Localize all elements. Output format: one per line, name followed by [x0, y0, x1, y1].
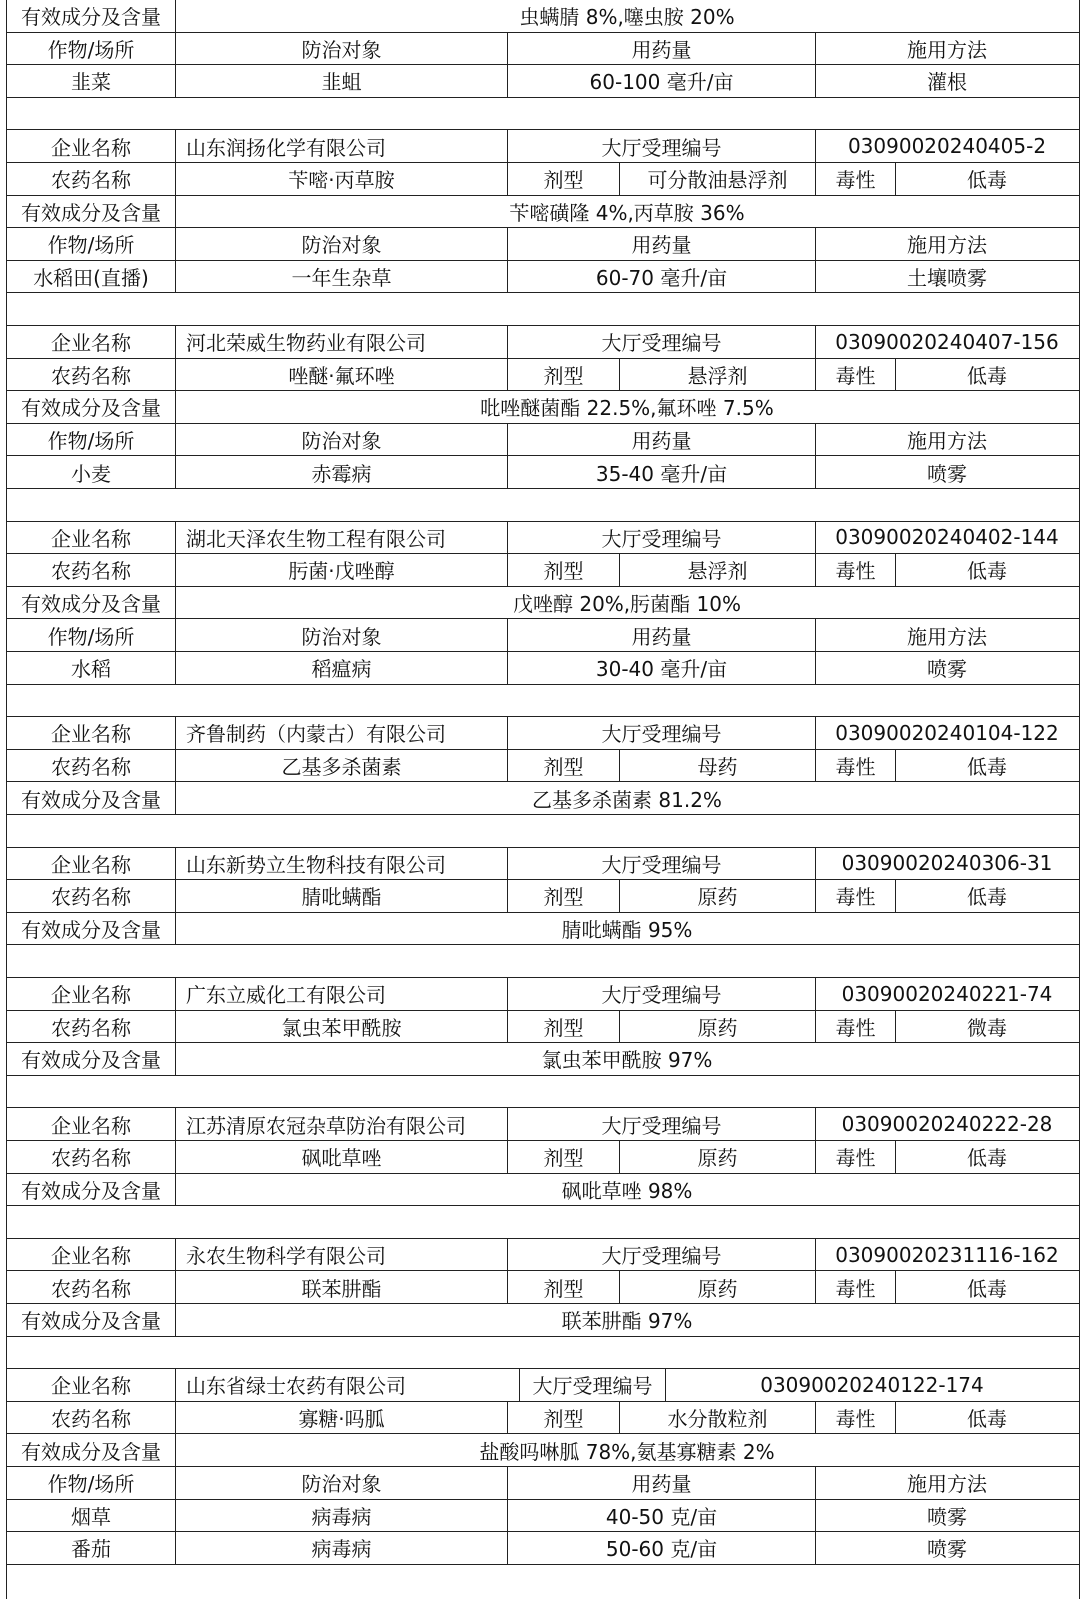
- ingredient-row: [7, 391, 1079, 424]
- target-header: 防治对象: [175, 33, 507, 65]
- crop-header: 作物/场所: [47, 233, 135, 258]
- crop-header: 作物/场所: [47, 624, 135, 649]
- company-row: [7, 1369, 1079, 1402]
- formulation-label: 剂型: [507, 359, 619, 391]
- method-cell: 土壤喷雾: [815, 261, 1078, 293]
- dosage-cell: 60-100 毫升/亩: [507, 65, 815, 97]
- method-cell: 喷雾: [815, 1500, 1078, 1532]
- receipt-number: 03090020240407-156: [815, 326, 1078, 358]
- company-label: 企业名称: [51, 331, 131, 356]
- company-row: [7, 1239, 1079, 1272]
- pesticide-name: 寡糖·吗胍: [175, 1402, 507, 1434]
- dosage-cell: 30-40 毫升/亩: [507, 652, 815, 684]
- receipt-label: 大厅受理编号: [507, 978, 815, 1010]
- target-header: 防治对象: [175, 619, 507, 651]
- ingredient-value: 联苯肼酯 97%: [175, 1304, 1078, 1336]
- method-header: 施用方法: [815, 33, 1078, 65]
- toxicity-value: 低毒: [895, 1271, 1078, 1303]
- uses-header-row: [7, 228, 1079, 261]
- formulation-label: 剂型: [507, 554, 619, 586]
- ingredient-row: [7, 782, 1079, 815]
- crop-cell: 韭菜: [71, 70, 111, 95]
- receipt-number: 03090020231116-162: [815, 1239, 1078, 1271]
- method-header: 施用方法: [815, 619, 1078, 651]
- ingredient-value: 腈吡螨酯 95%: [175, 913, 1078, 945]
- target-cell: 赤霉病: [175, 456, 507, 488]
- pesticide-name: 乙基多杀菌素: [175, 750, 507, 782]
- toxicity-label: 毒性: [815, 163, 895, 195]
- receipt-label: 大厅受理编号: [507, 522, 815, 554]
- crop-header: 作物/场所: [47, 1472, 135, 1497]
- ingredient-value: 乙基多杀菌素 81.2%: [175, 782, 1078, 814]
- company-label: 企业名称: [51, 1244, 131, 1269]
- receipt-number: 03090020240306-31: [815, 848, 1078, 880]
- dosage-header: 用药量: [507, 424, 815, 456]
- ingredient-row: [7, 587, 1079, 620]
- pesticide-label: 农药名称: [51, 363, 131, 388]
- ingredient-row: [7, 1174, 1079, 1207]
- receipt-label: 大厅受理编号: [507, 848, 815, 880]
- ingredient-value: 戊唑醇 20%,肟菌酯 10%: [175, 587, 1078, 619]
- ingredient-row: [7, 196, 1079, 229]
- company-name: 广东立威化工有限公司: [175, 978, 507, 1010]
- toxicity-label: 毒性: [815, 554, 895, 586]
- toxicity-value: 低毒: [895, 1141, 1078, 1173]
- pesticide-name: 唑醚·氟环唑: [175, 359, 507, 391]
- uses-header-row: [7, 1467, 1079, 1500]
- formulation-label: 剂型: [507, 1141, 619, 1173]
- dosage-cell: 40-50 克/亩: [507, 1500, 815, 1532]
- company-label: 企业名称: [51, 722, 131, 747]
- ingredient-value: 苄嘧磺隆 4%,丙草胺 36%: [175, 196, 1078, 228]
- formulation-label: 剂型: [507, 880, 619, 912]
- dosage-header: 用药量: [507, 228, 815, 260]
- ingredient-label: 有效成分及含量: [21, 592, 161, 617]
- toxicity-value: 低毒: [895, 750, 1078, 782]
- pesticide-name: 肟菌·戊唑醇: [175, 554, 507, 586]
- registration-table: [6, 0, 1080, 1599]
- company-name: 齐鲁制药（内蒙古）有限公司: [175, 717, 507, 749]
- toxicity-label: 毒性: [815, 1011, 895, 1043]
- method-cell: 喷雾: [815, 456, 1078, 488]
- separator-row: [7, 1337, 1079, 1370]
- pesticide-label: 农药名称: [51, 1146, 131, 1171]
- company-row: [7, 522, 1079, 555]
- pesticide-label: 农药名称: [51, 559, 131, 584]
- formulation-label: 剂型: [507, 1402, 619, 1434]
- ingredient-value: 吡唑醚菌酯 22.5%,氟环唑 7.5%: [175, 391, 1078, 423]
- company-row: [7, 1108, 1079, 1141]
- ingredient-row: [7, 1434, 1079, 1467]
- ingredient-label: 有效成分及含量: [21, 918, 161, 943]
- pesticide-row: [7, 1141, 1079, 1174]
- receipt-label: 大厅受理编号: [507, 1108, 815, 1140]
- separator-row: [7, 98, 1079, 131]
- company-name: 河北荣威生物药业有限公司: [175, 326, 507, 358]
- formulation-value: 原药: [619, 1141, 815, 1173]
- target-cell: 一年生杂草: [175, 261, 507, 293]
- pesticide-row: [7, 750, 1079, 783]
- company-label: 企业名称: [51, 1113, 131, 1138]
- toxicity-value: 低毒: [895, 163, 1078, 195]
- uses-header-row: [7, 33, 1079, 66]
- pesticide-row: [7, 359, 1079, 392]
- receipt-number: 03090020240222-28: [815, 1108, 1078, 1140]
- crop-cell: 水稻: [71, 657, 111, 682]
- target-cell: 韭蛆: [175, 65, 507, 97]
- company-name: 山东新势立生物科技有限公司: [175, 848, 507, 880]
- crop-header: 作物/场所: [47, 37, 135, 62]
- method-cell: 喷雾: [815, 1532, 1078, 1564]
- method-cell: 灌根: [815, 65, 1078, 97]
- method-header: 施用方法: [815, 424, 1078, 456]
- pesticide-label: 农药名称: [51, 755, 131, 780]
- dosage-cell: 60-70 毫升/亩: [507, 261, 815, 293]
- formulation-value: 原药: [619, 880, 815, 912]
- company-row: [7, 717, 1079, 750]
- receipt-number: 03090020240221-74: [815, 978, 1078, 1010]
- pesticide-row: [7, 1402, 1079, 1435]
- toxicity-value: 低毒: [895, 359, 1078, 391]
- ingredient-label: 有效成分及含量: [21, 1309, 161, 1334]
- ingredient-row: [7, 913, 1079, 946]
- company-name: 湖北天泽农生物工程有限公司: [175, 522, 507, 554]
- toxicity-label: 毒性: [815, 750, 895, 782]
- company-name: 永农生物科学有限公司: [175, 1239, 507, 1271]
- use-row: [7, 652, 1079, 685]
- use-row: [7, 456, 1079, 489]
- dosage-cell: 35-40 毫升/亩: [507, 456, 815, 488]
- ingredient-row: [7, 0, 1079, 33]
- receipt-number: 03090020240405-2: [815, 130, 1078, 162]
- formulation-label: 剂型: [507, 750, 619, 782]
- formulation-value: 母药: [619, 750, 815, 782]
- pesticide-row: [7, 1271, 1079, 1304]
- ingredient-value: 砜吡草唑 98%: [175, 1174, 1078, 1206]
- pesticide-name: 腈吡螨酯: [175, 880, 507, 912]
- ingredient-label: 有效成分及含量: [21, 1178, 161, 1203]
- crop-cell: 小麦: [71, 461, 111, 486]
- company-label: 企业名称: [51, 852, 131, 877]
- ingredient-label: 有效成分及含量: [21, 1439, 161, 1464]
- ingredient-label: 有效成分及含量: [21, 1048, 161, 1073]
- company-label: 企业名称: [51, 526, 131, 551]
- ingredient-label: 有效成分及含量: [21, 5, 161, 30]
- receipt-number: 03090020240104-122: [815, 717, 1078, 749]
- toxicity-label: 毒性: [815, 1271, 895, 1303]
- formulation-label: 剂型: [507, 1011, 619, 1043]
- company-label: 企业名称: [51, 1374, 131, 1399]
- pesticide-label: 农药名称: [51, 1407, 131, 1432]
- uses-header-row: [7, 424, 1079, 457]
- toxicity-label: 毒性: [815, 359, 895, 391]
- ingredient-value: 虫螨腈 8%,噻虫胺 20%: [175, 0, 1078, 32]
- dosage-header: 用药量: [507, 33, 815, 65]
- formulation-value: 原药: [619, 1271, 815, 1303]
- toxicity-value: 低毒: [895, 880, 1078, 912]
- crop-cell: 水稻田(直播): [33, 266, 149, 291]
- receipt-number: 03090020240402-144: [815, 522, 1078, 554]
- crop-header: 作物/场所: [47, 429, 135, 454]
- target-cell: 病毒病: [175, 1532, 507, 1564]
- receipt-label: 大厅受理编号: [519, 1369, 665, 1401]
- toxicity-value: 低毒: [895, 1402, 1078, 1434]
- ingredient-label: 有效成分及含量: [21, 200, 161, 225]
- pesticide-label: 农药名称: [51, 885, 131, 910]
- dosage-header: 用药量: [507, 619, 815, 651]
- company-label: 企业名称: [51, 135, 131, 160]
- toxicity-value: 微毒: [895, 1011, 1078, 1043]
- crop-cell: 烟草: [71, 1504, 111, 1529]
- formulation-value: 悬浮剂: [619, 359, 815, 391]
- ingredient-label: 有效成分及含量: [21, 787, 161, 812]
- ingredient-row: [7, 1043, 1079, 1076]
- formulation-label: 剂型: [507, 163, 619, 195]
- toxicity-label: 毒性: [815, 1141, 895, 1173]
- crop-cell: 番茄: [71, 1537, 111, 1562]
- company-name: 江苏清原农冠杂草防治有限公司: [175, 1108, 507, 1140]
- separator-row: [7, 489, 1079, 522]
- pesticide-row: [7, 880, 1079, 913]
- use-row: [7, 1500, 1079, 1533]
- company-name: 山东省绿士农药有限公司: [175, 1369, 519, 1401]
- pesticide-label: 农药名称: [51, 1015, 131, 1040]
- pesticide-name: 联苯肼酯: [175, 1271, 507, 1303]
- toxicity-value: 低毒: [895, 554, 1078, 586]
- target-header: 防治对象: [175, 424, 507, 456]
- pesticide-name: 砜吡草唑: [175, 1141, 507, 1173]
- separator-row: [7, 1206, 1079, 1239]
- use-row: [7, 65, 1079, 98]
- dosage-header: 用药量: [507, 1467, 815, 1499]
- target-header: 防治对象: [175, 1467, 507, 1499]
- company-row: [7, 326, 1079, 359]
- formulation-value: 水分散粒剂: [619, 1402, 815, 1434]
- pesticide-row: [7, 554, 1079, 587]
- target-header: 防治对象: [175, 228, 507, 260]
- separator-row: [7, 293, 1079, 326]
- toxicity-label: 毒性: [815, 880, 895, 912]
- formulation-value: 悬浮剂: [619, 554, 815, 586]
- formulation-label: 剂型: [507, 1271, 619, 1303]
- separator-row: [7, 1076, 1079, 1109]
- method-header: 施用方法: [815, 228, 1078, 260]
- receipt-label: 大厅受理编号: [507, 326, 815, 358]
- receipt-label: 大厅受理编号: [507, 130, 815, 162]
- company-row: [7, 130, 1079, 163]
- pesticide-label: 农药名称: [51, 168, 131, 193]
- target-cell: 病毒病: [175, 1500, 507, 1532]
- receipt-label: 大厅受理编号: [507, 717, 815, 749]
- method-cell: 喷雾: [815, 652, 1078, 684]
- company-row: [7, 848, 1079, 881]
- pesticide-name: 氯虫苯甲酰胺: [175, 1011, 507, 1043]
- receipt-label: 大厅受理编号: [507, 1239, 815, 1271]
- method-header: 施用方法: [815, 1467, 1078, 1499]
- ingredient-value: 氯虫苯甲酰胺 97%: [175, 1043, 1078, 1075]
- separator-row: [7, 685, 1079, 718]
- company-label: 企业名称: [51, 983, 131, 1008]
- use-row: [7, 261, 1079, 294]
- receipt-number: 03090020240122-174: [665, 1369, 1078, 1401]
- separator-row: [7, 815, 1079, 848]
- pesticide-label: 农药名称: [51, 1276, 131, 1301]
- pesticide-row: [7, 1011, 1079, 1044]
- ingredient-value: 盐酸吗啉胍 78%,氨基寡糖素 2%: [175, 1434, 1078, 1466]
- use-row: [7, 1532, 1079, 1565]
- dosage-cell: 50-60 克/亩: [507, 1532, 815, 1564]
- toxicity-label: 毒性: [815, 1402, 895, 1434]
- target-cell: 稻瘟病: [175, 652, 507, 684]
- ingredient-row: [7, 1304, 1079, 1337]
- formulation-value: 原药: [619, 1011, 815, 1043]
- separator-row: [7, 945, 1079, 978]
- pesticide-row: [7, 163, 1079, 196]
- company-row: [7, 978, 1079, 1011]
- uses-header-row: [7, 619, 1079, 652]
- formulation-value: 可分散油悬浮剂: [619, 163, 815, 195]
- company-name: 山东润扬化学有限公司: [175, 130, 507, 162]
- pesticide-name: 苄嘧·丙草胺: [175, 163, 507, 195]
- ingredient-label: 有效成分及含量: [21, 396, 161, 421]
